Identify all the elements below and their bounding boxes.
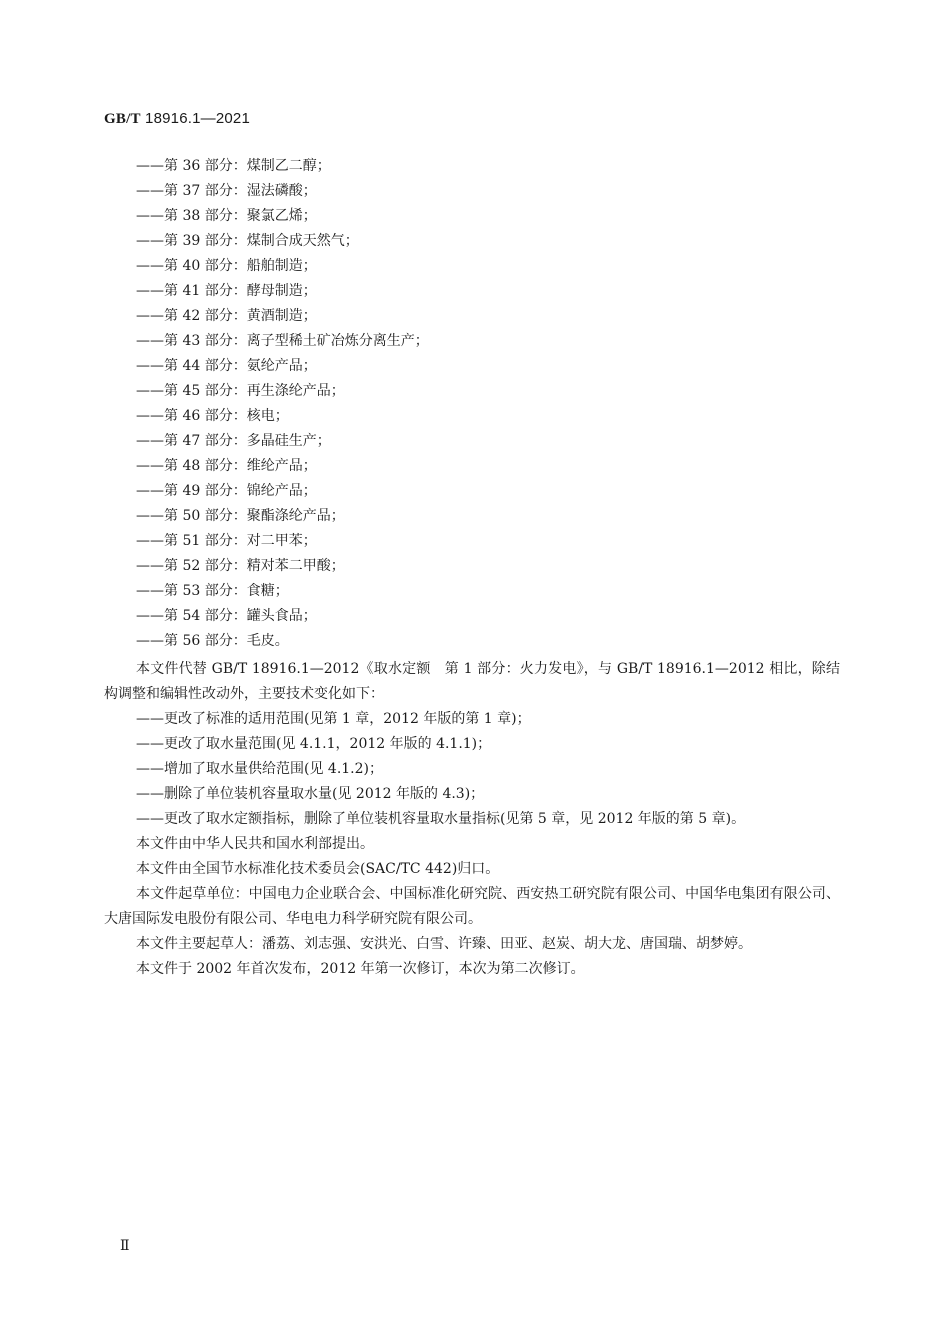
main-drafters-paragraph: 本文件主要起草人：潘荔、刘志强、安洪光、白雪、许臻、田亚、赵炭、胡大龙、唐国瑞、胡梦婷。 bbox=[136, 936, 752, 952]
list-item: ——第 53 部分：食糖； bbox=[136, 583, 289, 599]
list-item: ——第 48 部分：维纶产品； bbox=[136, 458, 317, 474]
list-item: ——第 50 部分：聚酯涤纶产品； bbox=[136, 508, 345, 524]
change-item: ——更改了取水定额指标，删除了单位装机容量取水量指标(见第 5 章，见 2012 年版的第 5 章)。 bbox=[136, 811, 746, 827]
list-item: ——第 45 部分：再生涤纶产品； bbox=[136, 383, 345, 399]
list-item: ——第 47 部分：多晶硅生产； bbox=[136, 433, 331, 449]
list-item: ——第 41 部分：酵母制造； bbox=[136, 283, 317, 299]
proposed-by-paragraph: 本文件由中华人民共和国水利部提出。 bbox=[136, 836, 374, 852]
document-body bbox=[104, 657, 840, 982]
history-paragraph: 本文件于 2002 年首次发布，2012 年第一次修订，本次为第二次修订。 bbox=[136, 961, 585, 977]
change-item: ——更改了标准的适用范围(见第 1 章，2012 年版的第 1 章)； bbox=[136, 711, 531, 727]
change-item: ——更改了取水量范围(见 4.1.1，2012 年版的 4.1.1)； bbox=[136, 736, 492, 752]
change-item: ——删除了单位装机容量取水量(见 2012 年版的 4.3)； bbox=[136, 786, 485, 802]
list-item: ——第 37 部分：湿法磷酸； bbox=[136, 183, 317, 199]
list-item: ——第 56 部分：毛皮。 bbox=[136, 633, 289, 649]
replacement-paragraph: 本文件代替 GB/T 18916.1—2012《取水定额 第 1 部分：火力发电》，与 GB/T 18916.1—2012 相比，除结构调整和编辑性改动外，主要技术变化如下： bbox=[104, 661, 840, 702]
parts-list bbox=[136, 154, 846, 654]
list-item: ——第 44 部分：氨纶产品； bbox=[136, 358, 317, 374]
standard-code: GB/T bbox=[104, 111, 141, 127]
list-item: ——第 39 部分：煤制合成天然气； bbox=[136, 233, 359, 249]
list-item: ——第 42 部分：黄酒制造； bbox=[136, 308, 317, 324]
list-item: ——第 38 部分：聚氯乙烯； bbox=[136, 208, 317, 224]
page-number: Ⅱ bbox=[120, 1238, 130, 1254]
list-item: ——第 52 部分：精对苯二甲酸； bbox=[136, 558, 345, 574]
list-item: ——第 46 部分：核电； bbox=[136, 408, 289, 424]
list-item: ——第 54 部分：罐头食品； bbox=[136, 608, 317, 624]
standard-number: 18916.1—2021 bbox=[145, 110, 251, 127]
list-item: ——第 51 部分：对二甲苯； bbox=[136, 533, 317, 549]
list-item: ——第 36 部分：煤制乙二醇； bbox=[136, 158, 331, 174]
list-item: ——第 43 部分：离子型稀土矿冶炼分离生产； bbox=[136, 333, 429, 349]
managed-by-paragraph: 本文件由全国节水标准化技术委员会(SAC/TC 442)归口。 bbox=[136, 861, 500, 877]
page-header bbox=[104, 110, 250, 128]
change-item: ——增加了取水量供给范围(见 4.1.2)； bbox=[136, 761, 383, 777]
drafting-units-paragraph: 本文件起草单位：中国电力企业联合会、中国标准化研究院、西安热工研究院有限公司、中国华电集团有限公司、大唐国际发电股份有限公司、华电电力科学研究院有限公司。 bbox=[104, 886, 840, 927]
list-item: ——第 49 部分：锦纶产品； bbox=[136, 483, 317, 499]
list-item: ——第 40 部分：船舶制造； bbox=[136, 258, 317, 274]
